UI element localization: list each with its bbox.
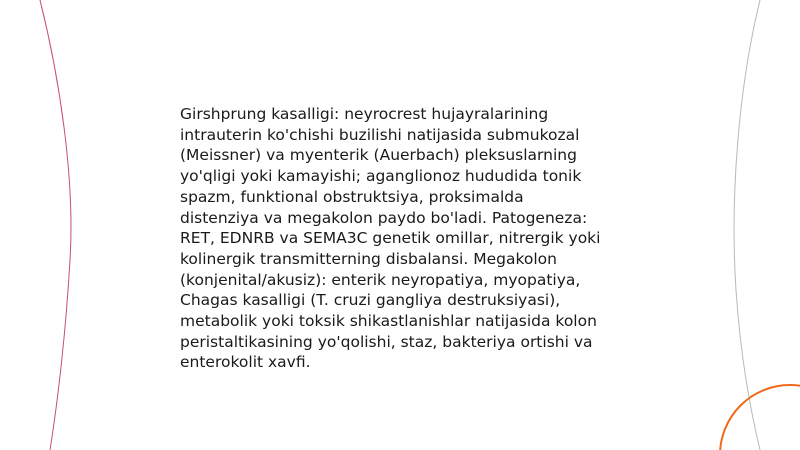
orange-decorative-circle	[720, 385, 800, 450]
slide-body-text: Girshprung kasalligi: neyrocrest hujayralarining intrauterin ko'chishi buzilishi natijasida submukozal (Meissner) va myenterik (Auerbach) pleksuslarning yo'qligi yoki kamayishi; aganglionoz hududida tonik spazm, funktional obstruktsiya, proksimalda distenziya va megakolon paydo bo'ladi. Patogeneza: RET, EDNRB va SEMA3C genetik omillar, nitrergik yoki kolinergik transmitterning disbalansi. Megakolon (konjenital/akusiz): enterik neyropatiya, myopatiya, Chagas kasalligi (T. cruzi gangliya destruksiyasi), metabolik yoki toksik shikastlanishlar natijasida kolon peristaltikasining yo'qolishi, staz, bakteriya ortishi va enterokolit xavfi.	[180, 105, 601, 372]
right-decorative-arc	[734, 0, 760, 450]
left-decorative-arc	[40, 0, 71, 450]
